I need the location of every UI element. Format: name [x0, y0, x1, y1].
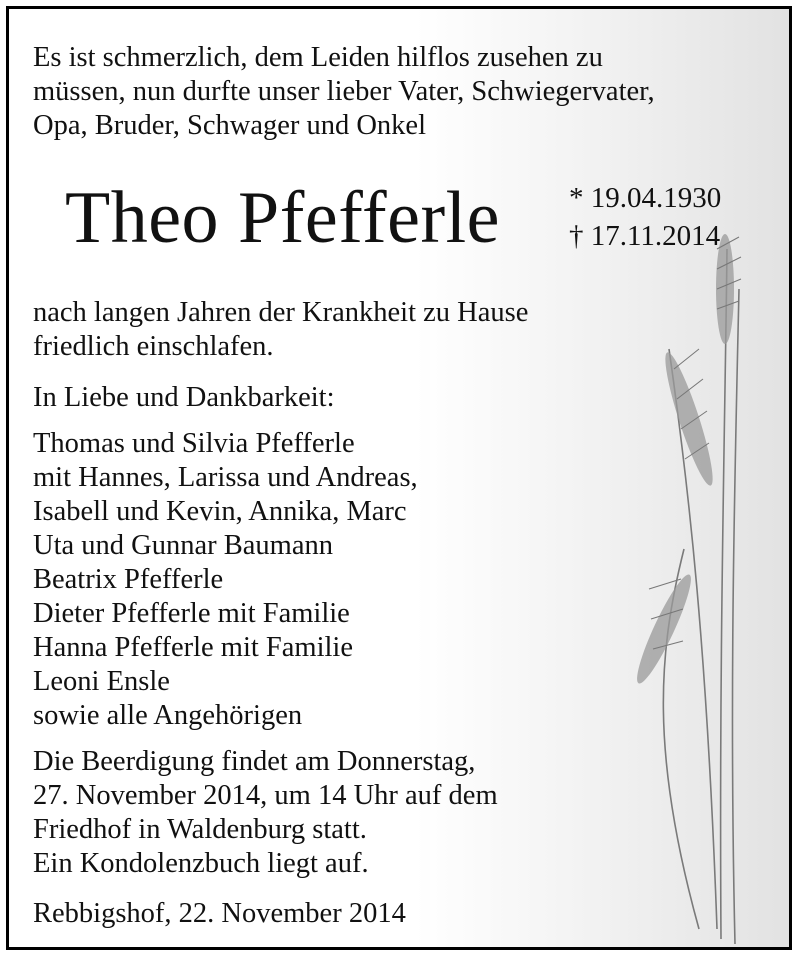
- obituary-card: [6, 6, 792, 950]
- wheat-illustration: [589, 229, 789, 949]
- passing-line: friedlich einschlafen.: [33, 331, 274, 362]
- intro-line: müssen, nun durfte unser lieber Vater, Schwiegervater,: [33, 76, 655, 107]
- intro-text: [33, 41, 655, 143]
- birth-date: * 19.04.1930: [569, 182, 722, 214]
- funeral-line: Die Beerdigung findet am Donnerstag,: [33, 746, 476, 777]
- mourner-item: Leoni Ensle: [33, 666, 170, 697]
- funeral-line: 27. November 2014, um 14 Uhr auf dem: [33, 780, 498, 811]
- deceased-name: Theo Pfefferle: [65, 177, 501, 259]
- mourner-item: Isabell und Kevin, Annika, Marc: [33, 496, 407, 527]
- mourner-item: Uta und Gunnar Baumann: [33, 530, 333, 561]
- mourner-item: Hanna Pfefferle mit Familie: [33, 632, 353, 663]
- gratitude-heading: In Liebe und Dankbarkeit:: [33, 382, 335, 413]
- intro-line: Opa, Bruder, Schwager und Onkel: [33, 110, 427, 141]
- place-date: Rebbigshof, 22. November 2014: [33, 898, 406, 929]
- passing-line: nach langen Jahren der Krankheit zu Hause: [33, 297, 529, 328]
- mourner-item: Beatrix Pfefferle: [33, 564, 224, 595]
- mourner-item: Dieter Pfefferle mit Familie: [33, 598, 350, 629]
- intro-line: Es ist schmerzlich, dem Leiden hilflos zusehen zu: [33, 42, 603, 73]
- death-date: † 17.11.2014: [569, 220, 721, 252]
- mourner-item: Thomas und Silvia Pfefferle: [33, 428, 355, 459]
- funeral-info: [33, 745, 498, 881]
- passing-text: [33, 296, 528, 364]
- funeral-line: Ein Kondolenzbuch liegt auf.: [33, 848, 369, 879]
- funeral-line: Friedhof in Waldenburg statt.: [33, 814, 367, 845]
- life-dates: [569, 179, 721, 255]
- mourner-item: sowie alle Angehörigen: [33, 700, 303, 731]
- mourner-item: mit Hannes, Larissa und Andreas,: [33, 462, 418, 493]
- mourner-list: [33, 427, 418, 733]
